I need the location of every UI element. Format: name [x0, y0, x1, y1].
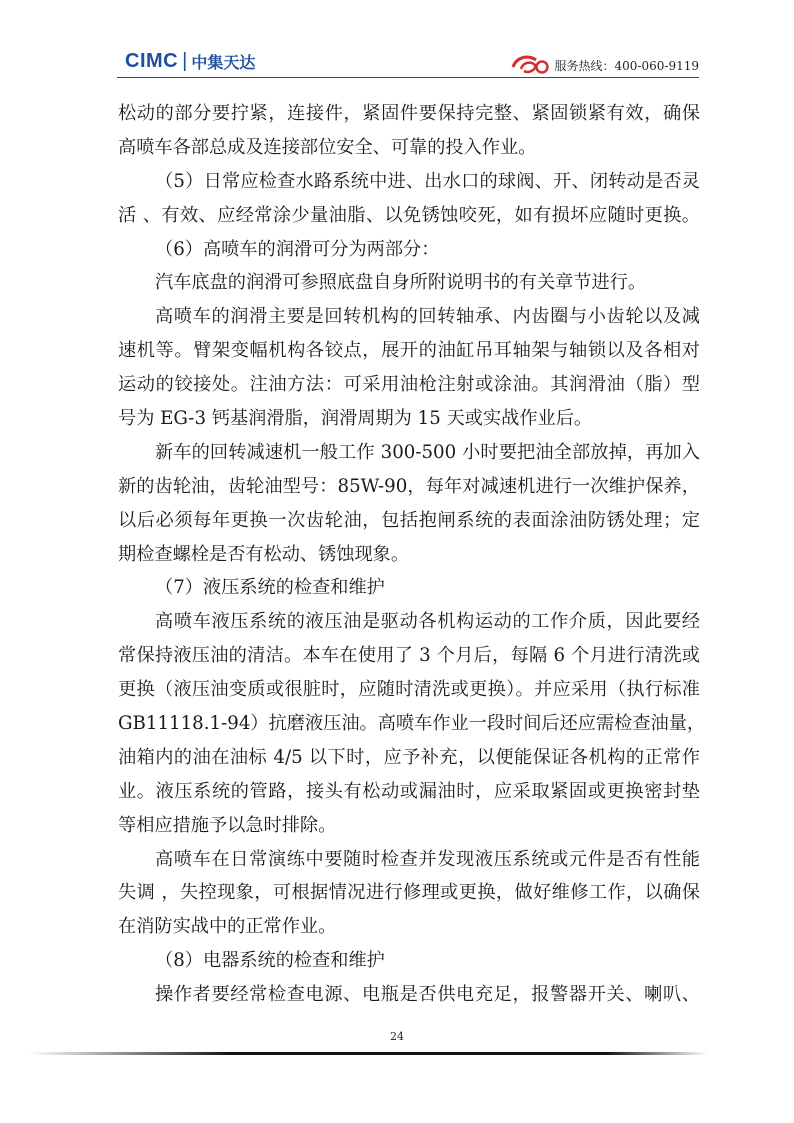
- logo-chinese-name: 中集天达: [191, 53, 256, 72]
- text-line: 业。液压系统的管路，接头有松动或漏油时，应采取紧固或更换密封垫: [118, 780, 700, 802]
- text-line: 运动的铰接处。注油方法：可采用油枪注射或涂油。其润滑油（脂）型: [118, 374, 700, 396]
- header-rule: [117, 77, 699, 78]
- text-line: 高喷车液压系统的液压油是驱动各机构运动的工作介质，因此要经: [155, 611, 700, 633]
- text-line: 高喷车各部总成及连接部位安全、可靠的投入作业。: [118, 136, 537, 158]
- text-line: 常保持液压油的清洁。本车在使用了 3 个月后，每隔 6 个月进行清洗或: [118, 645, 700, 667]
- text-line: 油箱内的油在油标 4/5 以下时，应予补充，以便能保证各机构的正常作: [118, 746, 700, 768]
- logo-separator: |: [182, 50, 188, 72]
- text-line: 活 、有效、应经常涂少量油脂、以免锈蚀咬死，如有损坏应随时更换。: [118, 204, 700, 226]
- service-hotline: [509, 54, 699, 76]
- text-line: GB11118.1-94）抗磨液压油。高喷车作业一段时间后还应需检查油量，: [118, 713, 706, 735]
- text-line: 更换（液压油变质或很脏时，应随时清洗或更换）。并应采用（执行标准: [118, 679, 700, 701]
- text-line: 号为 EG-3 钙基润滑脂，润滑周期为 15 天或实战作业后。: [118, 408, 593, 430]
- text-line: 失调 ，失控现象，可根据情况进行修理或更换，做好维修工作，以确保: [118, 882, 700, 904]
- text-line: （5）日常应检查水路系统中进、出水口的球阀、开、闭转动是否灵: [155, 170, 700, 192]
- page-header: [117, 46, 699, 78]
- text-line: 松动的部分要拧紧，连接件，紧固件要保持完整、紧固锁紧有效，确保: [118, 103, 700, 124]
- text-line: 以后必须每年更换一次齿轮油，包括抱闸系统的表面涂油防锈处理；定: [118, 509, 700, 531]
- text-line: 等相应措施予以急时排除。: [118, 814, 337, 836]
- text-line: 新的齿轮油，齿轮油型号：85W-90，每年对减速机进行一次维护保养，: [118, 475, 700, 497]
- text-line: 高喷车在日常演练中要随时检查并发现液压系统或元件是否有性能: [155, 848, 700, 870]
- hotline-text: 服务热线：400-060-9119: [554, 58, 699, 73]
- company-logo: [125, 50, 255, 73]
- text-line: 新车的回转减速机一般工作 300-500 小时要把油全部放掉，再加入: [155, 441, 700, 463]
- text-line: （7）液压系统的检查和维护: [155, 577, 385, 599]
- text-line: 在消防实战中的正常作业。: [118, 916, 337, 938]
- text-line: （6）高喷车的润滑可分为两部分：: [155, 238, 440, 260]
- text-line: 期检查螺栓是否有松动、锈蚀现象。: [118, 543, 410, 565]
- footer-rule: [28, 1052, 708, 1055]
- text-line: 操作者要经常检查电源、电瓶是否供电充足，报警器开关、喇叭、: [155, 984, 700, 1006]
- text-line: 速机等。臂架变幅机构各铰点，展开的油缸吊耳轴架与轴锁以及各相对: [118, 340, 700, 362]
- page-number: 24: [390, 1030, 404, 1043]
- text-line: （8）电器系统的检查和维护: [155, 950, 385, 972]
- text-line: 高喷车的润滑主要是回转机构的回转轴承、内齿圈与小齿轮以及减: [155, 306, 700, 328]
- document-body: [118, 97, 706, 1012]
- text-line: 汽车底盘的润滑可参照底盘自身所附说明书的有关章节进行。: [155, 272, 647, 294]
- sixty-logo-icon: [509, 54, 553, 76]
- logo-text: CIMC: [125, 50, 179, 72]
